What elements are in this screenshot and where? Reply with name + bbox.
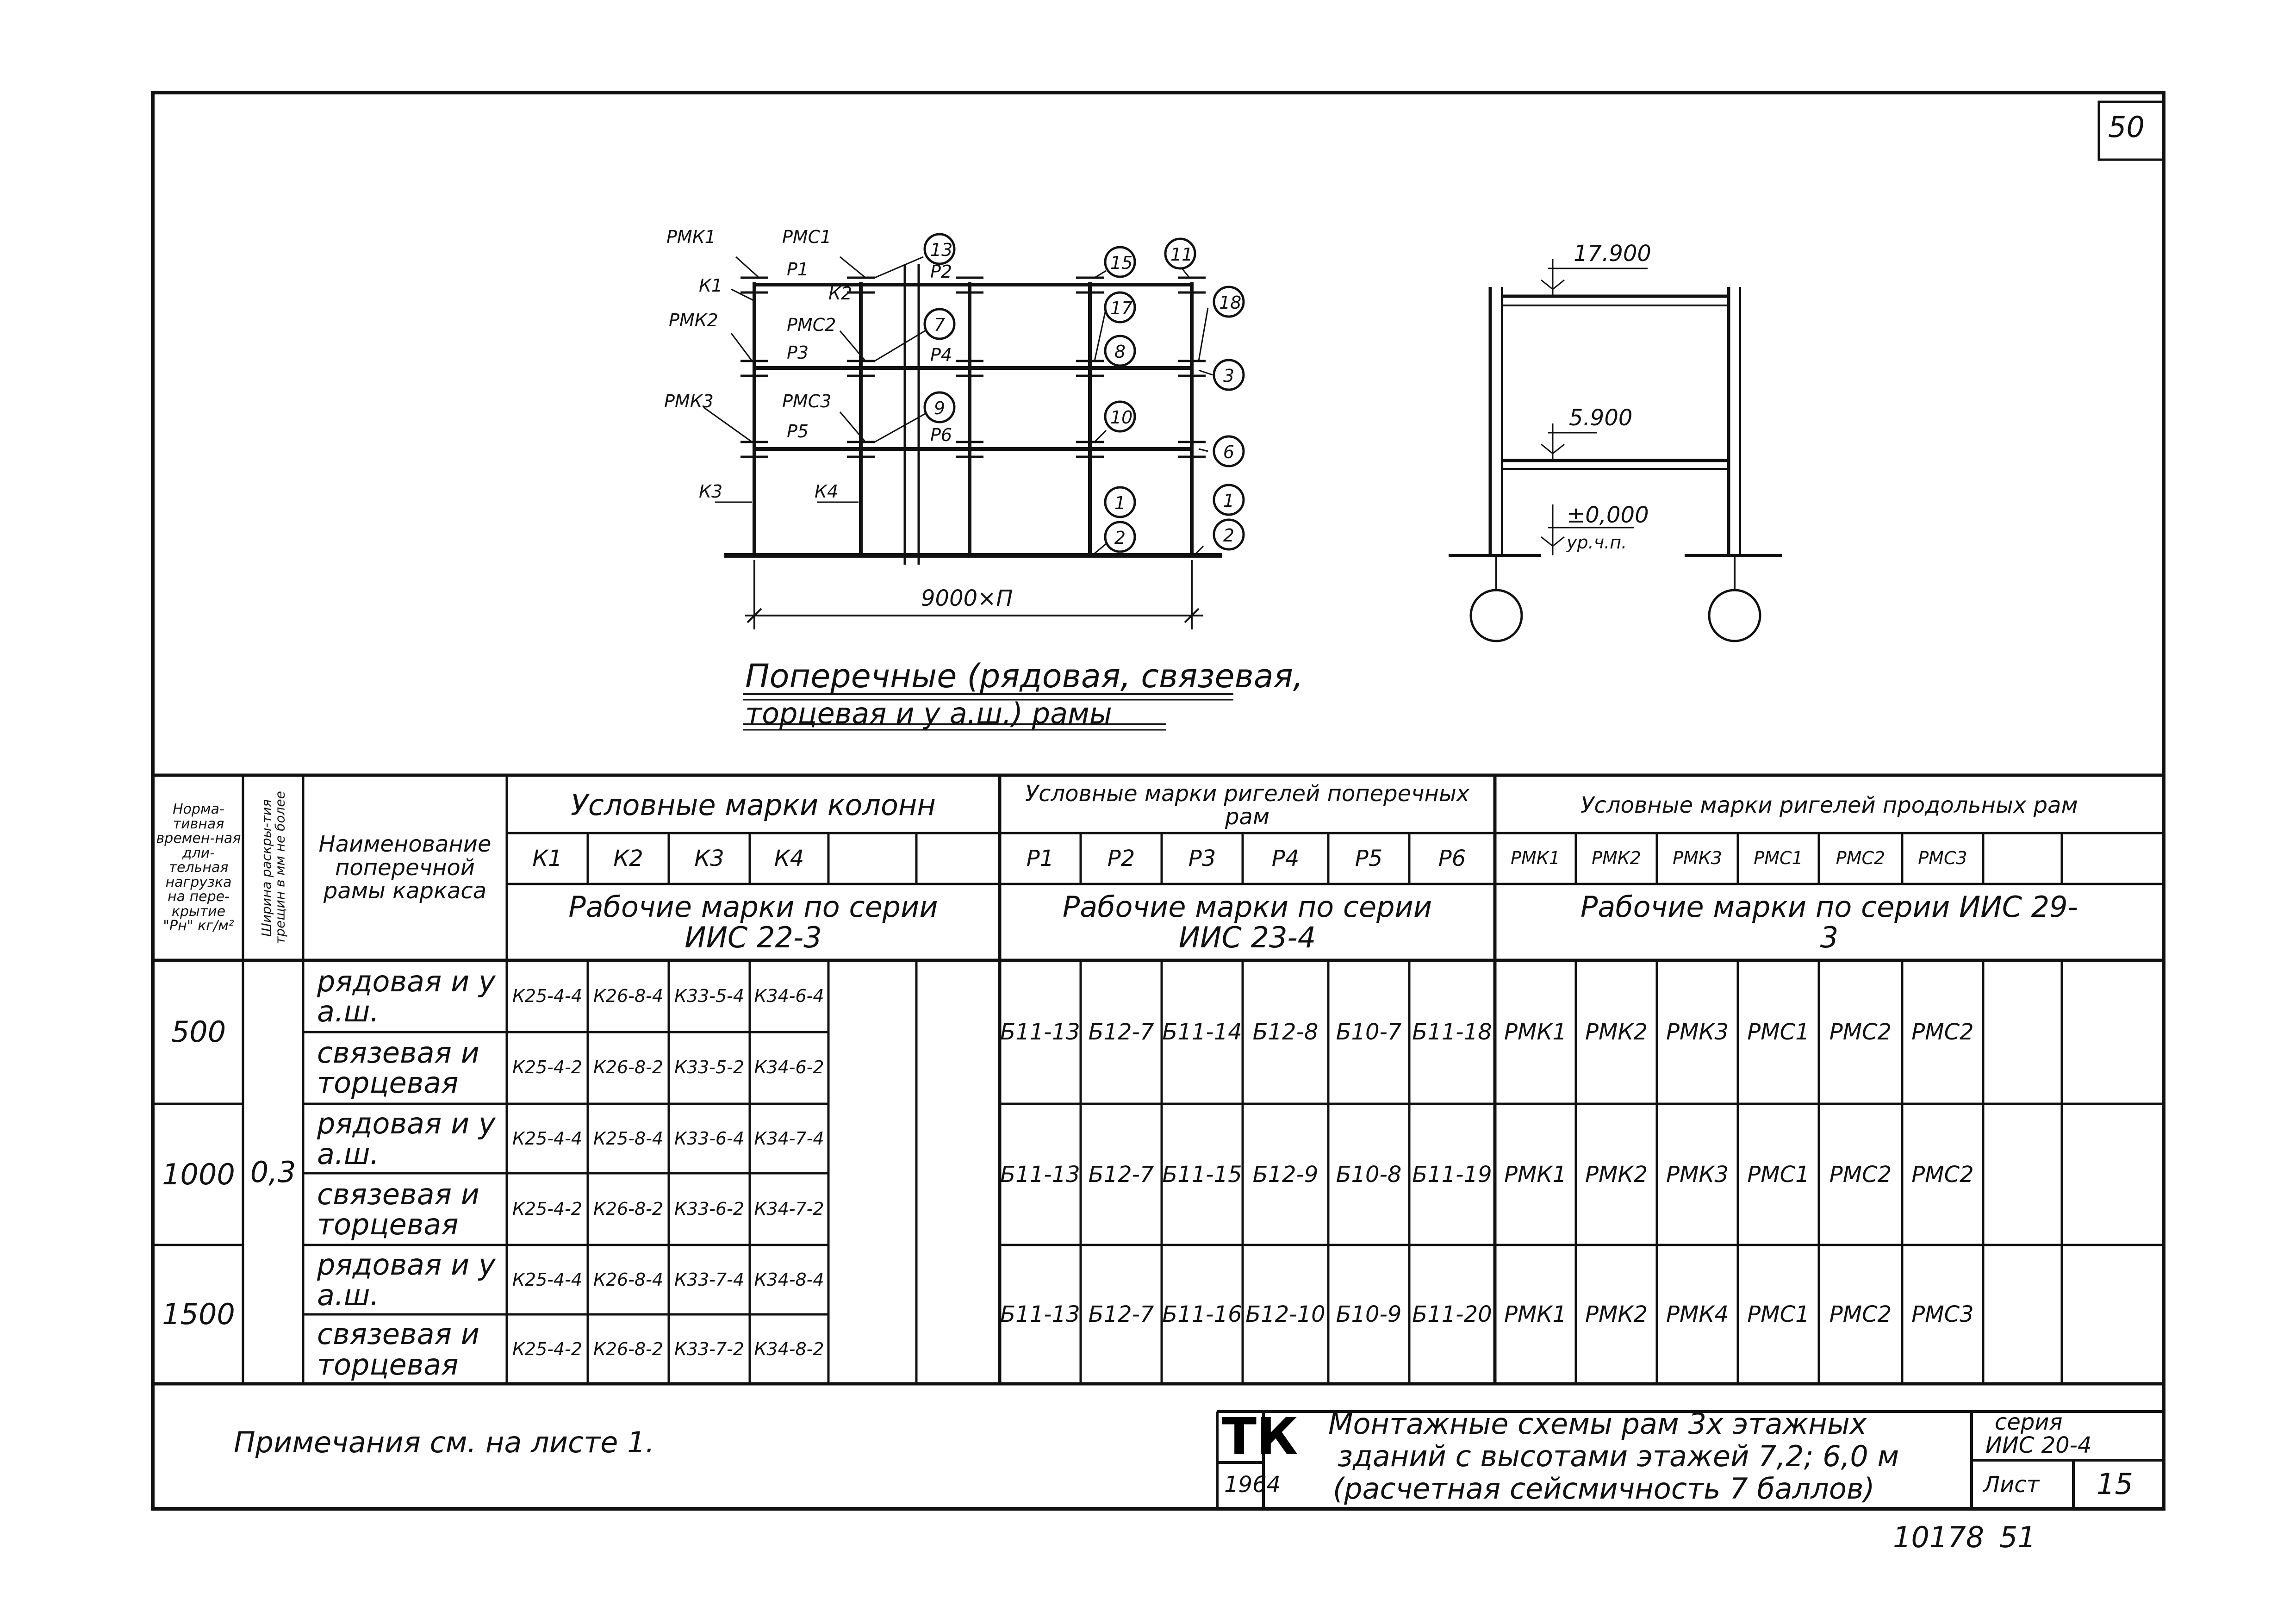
column-mark: К34-6-4 <box>754 986 824 1007</box>
column-mark: К25-4-4 <box>512 1128 583 1149</box>
cross-beam-mark: Б11-18 <box>1412 1019 1492 1045</box>
long-beam-mark: РМК1 <box>1504 1301 1567 1328</box>
cross-beam-mark: Б10-7 <box>1336 1019 1402 1045</box>
column-mark: К34-6-2 <box>754 1057 824 1078</box>
cross-beam-mark: Б12-7 <box>1088 1301 1154 1328</box>
column-mark: К25-4-4 <box>512 986 583 1007</box>
sheet-label: Лист <box>1983 1472 2040 1498</box>
column-mark: К25-8-4 <box>593 1128 664 1149</box>
caption-line1: Поперечные (рядовая, связевая, <box>745 657 1303 695</box>
label-p1: Р1 <box>787 259 809 280</box>
cross-beam-mark: Б12-7 <box>1088 1161 1154 1188</box>
cross-beam-mark: Б11-13 <box>1000 1301 1080 1328</box>
column-mark: К25-4-2 <box>512 1338 583 1359</box>
cross-beam-mark: Б12-10 <box>1245 1301 1325 1328</box>
cross-beam-mark: Б12-9 <box>1252 1161 1319 1188</box>
circle-11: 11 <box>1170 244 1193 265</box>
label-p6: Р6 <box>930 425 952 445</box>
elevation-top: 17.900 <box>1574 241 1651 267</box>
long-beam-mark: РМС3 <box>1911 1301 1974 1328</box>
circle-1b: 1 <box>1223 491 1235 511</box>
cross-beam-mark: Б11-13 <box>1000 1019 1080 1045</box>
circle-17: 17 <box>1110 298 1133 318</box>
archive-number: 10178 <box>1893 1520 1985 1554</box>
header-p6: Р6 <box>1438 845 1466 871</box>
column-mark: К26-8-4 <box>593 986 664 1007</box>
long-beam-mark: РМС2 <box>1829 1019 1892 1045</box>
circle-2a: 2 <box>1114 528 1126 548</box>
series-label: серия <box>1995 1409 2063 1435</box>
column-mark: К25-4-2 <box>512 1057 583 1078</box>
circle-1a: 1 <box>1114 493 1126 513</box>
column-mark: К26-8-2 <box>593 1057 664 1078</box>
header-series-long: Рабочие марки по серии ИИС 29-3 <box>1580 890 2078 954</box>
footnote: Примечания см. на листе 1. <box>234 1425 655 1459</box>
circle-6: 6 <box>1223 442 1235 462</box>
column-mark: К34-7-2 <box>754 1199 824 1220</box>
frame-elevation <box>703 234 1244 730</box>
sheet-number-top: 50 <box>2108 110 2145 144</box>
circle-8: 8 <box>1114 342 1126 362</box>
label-p2: Р2 <box>930 261 952 282</box>
label-k4: К4 <box>815 481 839 502</box>
long-beam-mark: РМК4 <box>1666 1301 1729 1328</box>
circle-7: 7 <box>933 315 946 335</box>
header-p3: Р3 <box>1188 845 1216 871</box>
circle-15: 15 <box>1110 253 1133 273</box>
header-series-cross: Рабочие марки по серии ИИС 23-4 <box>1062 890 1432 954</box>
column-mark: К26-8-4 <box>593 1269 664 1290</box>
title-line1: Монтажные схемы рам 3х этажных <box>1328 1407 1867 1441</box>
frame-name-row: связевая и торцевая <box>317 1317 479 1381</box>
cross-beam-mark: Б11-15 <box>1162 1161 1242 1188</box>
header-k4: К4 <box>774 845 804 871</box>
label-k2: К2 <box>828 283 852 304</box>
header-series-columns: Рабочие марки по серии ИИС 22-3 <box>568 890 938 954</box>
frame-name-row: связевая и торцевая <box>317 1177 479 1241</box>
span-dimension: 9000×П <box>921 585 1013 611</box>
header-pmk2: РМК2 <box>1592 848 1641 869</box>
cross-beam-mark: Б11-13 <box>1000 1161 1080 1188</box>
label-k3: К3 <box>699 481 723 502</box>
circle-3: 3 <box>1223 366 1235 386</box>
sheet-value: 15 <box>2097 1467 2133 1501</box>
load-500: 500 <box>171 1015 226 1049</box>
header-p4: Р4 <box>1271 845 1300 871</box>
column-mark: К25-4-4 <box>512 1269 583 1290</box>
column-mark: К33-5-2 <box>674 1057 745 1078</box>
label-p4: Р4 <box>930 345 952 365</box>
frame-name-row: связевая и торцевая <box>317 1035 479 1100</box>
cross-beam-mark: Б12-8 <box>1252 1019 1319 1045</box>
tk-mark: ТК <box>1222 1407 1298 1466</box>
header-crack: Ширина раскры-тия трещин в мм не более <box>259 791 288 945</box>
cross-beam-mark: Б11-14 <box>1162 1019 1242 1045</box>
long-beam-mark: РМС2 <box>1829 1301 1892 1328</box>
label-pmc3: РМС3 <box>782 391 832 411</box>
header-long-group: Условные марки ригелей продольных рам <box>1580 792 2078 818</box>
header-pmk3: РМК3 <box>1673 848 1722 869</box>
label-p5: Р5 <box>787 421 809 442</box>
long-beam-mark: РМК2 <box>1585 1161 1648 1188</box>
long-beam-mark: РМС2 <box>1829 1161 1892 1188</box>
column-mark: К26-8-2 <box>593 1338 664 1359</box>
column-mark: К34-7-4 <box>754 1128 824 1149</box>
header-pmc3: РМС3 <box>1918 848 1967 869</box>
label-pmk3: РМК3 <box>664 391 714 411</box>
long-beam-mark: РМК3 <box>1666 1019 1729 1045</box>
cross-beam-mark: Б10-8 <box>1336 1161 1402 1188</box>
header-load: Норма-тивная времен-ная дли-тельная нагрузка на пере-крытие "Рн" кг/м² <box>156 801 241 934</box>
circle-9: 9 <box>933 398 946 418</box>
long-beam-mark: РМК2 <box>1585 1301 1648 1328</box>
label-pmc2: РМС2 <box>787 315 836 335</box>
header-frame-name: Наименование поперечной рамы каркаса <box>318 831 492 904</box>
label-k1: К1 <box>699 275 723 296</box>
header-cross-group: Условные марки ригелей поперечных рам <box>1025 780 1470 830</box>
header-p2: Р2 <box>1107 845 1135 871</box>
header-pmk1: РМК1 <box>1511 848 1560 869</box>
label-pmc1: РМС1 <box>782 227 832 247</box>
circle-2b: 2 <box>1223 525 1235 546</box>
column-mark: К33-6-2 <box>674 1199 745 1220</box>
column-mark: К34-8-4 <box>754 1269 824 1290</box>
frame-name-row: рядовая и у а.ш. <box>317 1248 496 1312</box>
cross-beam-mark: Б11-19 <box>1412 1161 1492 1188</box>
elevation-ground: ур.ч.п. <box>1567 532 1627 553</box>
long-beam-mark: РМК1 <box>1504 1019 1567 1045</box>
cross-beam-mark: Б10-9 <box>1336 1301 1402 1328</box>
long-beam-mark: РМС1 <box>1747 1161 1810 1188</box>
header-p1: Р1 <box>1026 845 1054 871</box>
elevation-mid: 5.900 <box>1569 405 1633 431</box>
title-line2: зданий с высотами этажей 7,2; 6,0 м <box>1338 1439 1899 1473</box>
caption-line2: торцевая и у а.ш.) рамы <box>745 697 1112 730</box>
header-k2: К2 <box>613 845 643 871</box>
series-value: ИИС 20-4 <box>1985 1432 2092 1458</box>
label-pmk2: РМК2 <box>669 310 718 330</box>
circle-13: 13 <box>930 240 953 260</box>
long-beam-mark: РМК1 <box>1504 1161 1567 1188</box>
cross-beam-mark: Б11-16 <box>1162 1301 1242 1328</box>
header-k1: К1 <box>532 845 562 871</box>
header-pmc2: РМС2 <box>1836 848 1885 869</box>
label-p3: Р3 <box>787 342 809 363</box>
column-mark: К25-4-2 <box>512 1199 583 1220</box>
circle-18: 18 <box>1219 292 1242 313</box>
crack-width: 0,3 <box>250 1155 296 1189</box>
column-mark: К34-8-2 <box>754 1338 824 1359</box>
column-mark: К33-7-2 <box>674 1338 745 1359</box>
section-view <box>1449 259 1782 641</box>
header-p5: Р5 <box>1355 845 1383 871</box>
long-beam-mark: РМС2 <box>1911 1019 1974 1045</box>
circle-10: 10 <box>1110 407 1133 428</box>
column-mark: К33-7-4 <box>674 1269 745 1290</box>
long-beam-mark: РМС1 <box>1747 1019 1810 1045</box>
column-mark: К33-6-4 <box>674 1128 745 1149</box>
label-pmk1: РМК1 <box>666 227 716 247</box>
column-mark: К33-5-4 <box>674 986 745 1007</box>
cross-beam-mark: Б12-7 <box>1088 1019 1154 1045</box>
load-1500: 1500 <box>162 1297 235 1332</box>
header-columns-group: Условные марки колонн <box>571 788 936 822</box>
archive-page: 51 <box>1999 1520 2036 1554</box>
header-pmc1: РМС1 <box>1754 848 1803 869</box>
long-beam-mark: РМС1 <box>1747 1301 1810 1328</box>
elevation-zero: ±0,000 <box>1567 502 1649 528</box>
title-line3: (расчетная сейсмичность 7 баллов) <box>1333 1472 1875 1506</box>
long-beam-mark: РМК2 <box>1585 1019 1648 1045</box>
column-mark: К26-8-2 <box>593 1199 664 1220</box>
year: 1964 <box>1224 1472 1281 1498</box>
frame-name-row: рядовая и у а.ш. <box>317 1107 496 1171</box>
long-beam-mark: РМК3 <box>1666 1161 1729 1188</box>
load-1000: 1000 <box>162 1157 235 1191</box>
header-k3: К3 <box>694 845 724 871</box>
cross-beam-mark: Б11-20 <box>1412 1301 1492 1328</box>
long-beam-mark: РМС2 <box>1911 1161 1974 1188</box>
frame-name-row: рядовая и у а.ш. <box>317 964 496 1028</box>
